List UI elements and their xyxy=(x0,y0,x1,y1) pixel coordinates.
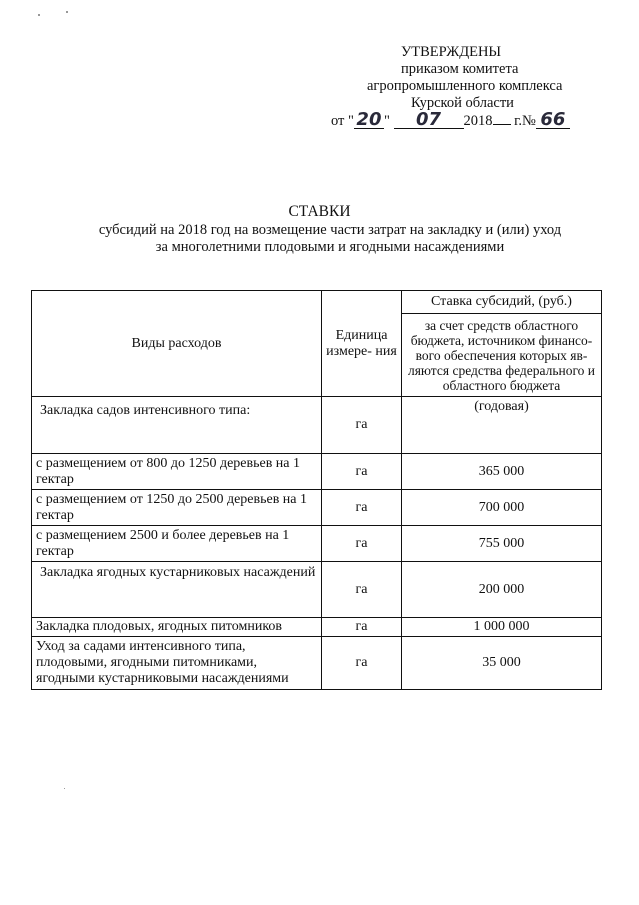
approval-order-line: приказом комитета xyxy=(401,61,519,77)
row-name: Закладка садов интенсивного типа: xyxy=(32,397,322,454)
table-row xyxy=(32,397,602,454)
year-underline xyxy=(493,112,511,125)
document-title: СТАВКИ xyxy=(288,203,351,220)
row-name: с размещением от 800 до 1250 деревьев на 1 гектар xyxy=(32,454,322,490)
table-row xyxy=(32,526,602,562)
row-unit: га xyxy=(322,526,402,562)
table-row xyxy=(32,562,602,618)
row-rate: (годовая) xyxy=(402,397,602,454)
approval-region-line: Курской области xyxy=(411,95,514,111)
row-name: Закладка плодовых, ягодных питомников xyxy=(32,618,322,637)
header-rate-source: за счет средств областного бюджета, источником финансо- вого обеспечения которых яв- ляются средства федерального и областного бюджета xyxy=(402,314,602,397)
row-unit: га xyxy=(322,397,402,454)
row-name: Уход за садами интенсивного типа, плодовыми, ягодными питомниками, ягодными кустарниковыми насаждениями xyxy=(32,637,322,690)
row-rate: 35 000 xyxy=(402,637,602,690)
row-rate: 1 000 000 xyxy=(402,618,602,637)
header-unit: Единица измере- ния xyxy=(322,291,402,397)
scan-speck xyxy=(66,11,68,13)
rates-table xyxy=(31,290,602,690)
header-expense-types: Виды расходов xyxy=(32,291,322,397)
date-prefix: от " xyxy=(331,113,354,129)
row-rate: 200 000 xyxy=(402,562,602,618)
row-rate: 755 000 xyxy=(402,526,602,562)
header-rate-title: Ставка субсидий, (руб.) xyxy=(402,291,602,314)
approval-committee-line: агропромышленного комплекса xyxy=(367,78,563,94)
table-row xyxy=(32,454,602,490)
number-prefix: г.№ xyxy=(514,113,536,129)
row-name: с размещением 2500 и более деревьев на 1 гектар xyxy=(32,526,322,562)
table-row xyxy=(32,490,602,526)
table-header-row xyxy=(32,291,602,314)
table-row xyxy=(32,637,602,690)
row-unit: га xyxy=(322,562,402,618)
row-name: Закладка ягодных кустарниковых насаждений xyxy=(32,562,322,618)
approval-date-line xyxy=(325,109,595,130)
approval-stamp-block xyxy=(325,44,595,130)
scan-speck xyxy=(38,14,40,16)
document-subtitle xyxy=(60,222,600,256)
handwritten-number: 66 xyxy=(536,112,570,129)
row-rate: 365 000 xyxy=(402,454,602,490)
handwritten-month: 07 xyxy=(394,112,464,129)
subtitle-line-2: за многолетними плодовыми и ягодными насаждениями xyxy=(155,239,505,255)
row-unit: га xyxy=(322,454,402,490)
row-name: с размещением от 1250 до 2500 деревьев на 1 гектар xyxy=(32,490,322,526)
approval-heading: УТВЕРЖДЕНЫ xyxy=(401,44,502,60)
date-year: 2018 xyxy=(463,113,493,129)
table-row xyxy=(32,618,602,637)
row-unit: га xyxy=(322,637,402,690)
row-unit: га xyxy=(322,618,402,637)
date-quote: " xyxy=(383,113,390,129)
subtitle-line-1: субсидий на 2018 год на возмещение части затрат на закладку и (или) уход xyxy=(98,222,562,238)
handwritten-day: 20 xyxy=(354,112,384,129)
scan-speck xyxy=(64,788,65,789)
row-rate: 700 000 xyxy=(402,490,602,526)
row-unit: га xyxy=(322,490,402,526)
